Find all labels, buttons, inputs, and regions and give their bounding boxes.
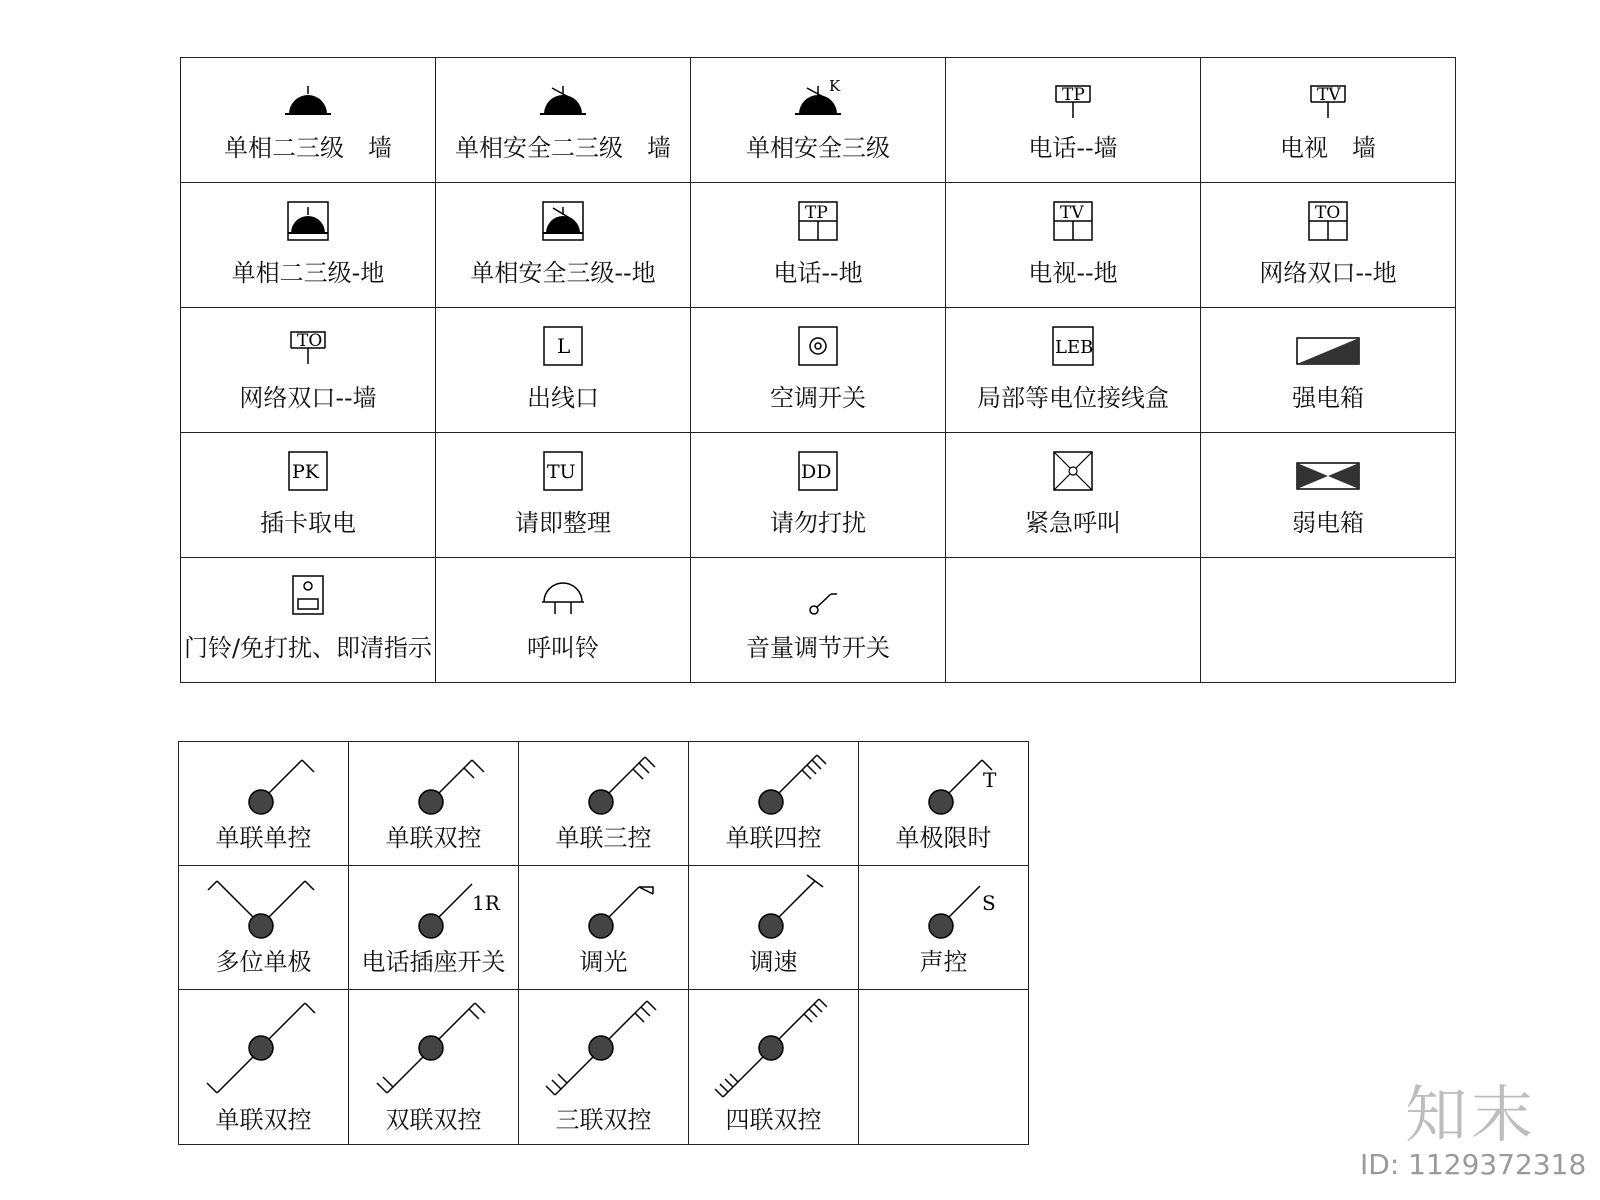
volume-switch-icon (691, 558, 945, 682)
legend-label: 门铃/免打扰、即清指示 (183, 634, 433, 662)
socket-2-3-floor-icon (181, 183, 435, 307)
tv-outlet-floor-icon (946, 183, 1200, 307)
legend-cell (519, 866, 689, 990)
table-row (179, 990, 1029, 1145)
telephone-outlet-floor-icon (691, 183, 945, 307)
legend-cell (349, 990, 519, 1145)
legend-cell (179, 742, 349, 866)
legend-cell (946, 58, 1201, 183)
legend-label: 电视 墙 (1280, 134, 1376, 162)
legend-label: 紧急呼叫 (1025, 509, 1121, 537)
symbol-tag: TV (1060, 203, 1084, 223)
legend-cell (1201, 308, 1456, 433)
legend-label: 弱电箱 (1292, 509, 1364, 537)
table-row (179, 866, 1029, 990)
symbol-tag: S (982, 891, 996, 915)
table-row (181, 58, 1456, 183)
network-outlet-wall-icon (181, 308, 435, 432)
switch-legend-table (178, 741, 1029, 1145)
symbol-tag: T (983, 768, 997, 792)
symbol-tag: TV (1317, 85, 1341, 105)
legend-label: 单相二三级 墙 (224, 134, 392, 162)
legend-cell (859, 742, 1029, 866)
legend-label: 电话插座开关 (361, 948, 506, 976)
legend-cell (1201, 433, 1456, 558)
legend-label: 网络双口--地 (1259, 259, 1397, 287)
symbol-tag: 1R (472, 891, 500, 915)
legend-label: 电话--墙 (1028, 134, 1118, 162)
safety-socket-floor-icon (436, 183, 690, 307)
legend-label: 请即整理 (515, 509, 611, 537)
legend-cell (436, 558, 691, 683)
symbol-tag: TO (1315, 203, 1341, 223)
table-row (181, 183, 1456, 308)
do-not-disturb-icon (691, 433, 945, 557)
legend-label: 双联双控 (385, 1106, 482, 1134)
tv-outlet-wall-icon (1201, 58, 1455, 182)
legend-label: 多位单极 (215, 948, 312, 976)
network-outlet-floor-icon (1201, 183, 1455, 307)
ac-switch-icon (691, 308, 945, 432)
legend-label: 网络双口--墙 (239, 384, 377, 412)
legend-cell (349, 866, 519, 990)
legend-cell (181, 58, 436, 183)
symbol-tag: TO (297, 331, 323, 351)
symbol-tag: TU (547, 461, 576, 483)
symbol-tag: TP (805, 203, 828, 223)
call-bell-icon (436, 558, 690, 682)
legend-label: 单联双控 (215, 1106, 312, 1134)
table-row (181, 433, 1456, 558)
legend-label: 调光 (579, 948, 628, 976)
legend-label: 三联双控 (555, 1106, 652, 1134)
legend-label: 单相二三级-地 (231, 259, 385, 287)
legend-label: 出线口 (527, 384, 599, 412)
legend-label: 插卡取电 (260, 509, 356, 537)
legend-label: 空调开关 (770, 384, 866, 412)
legend-cell (689, 866, 859, 990)
symbol-tag: K (829, 77, 841, 95)
legend-label: 单相安全二三级 墙 (455, 134, 671, 162)
legend-cell (181, 558, 436, 683)
legend-label: 单相安全三级 (746, 134, 890, 162)
legend-cell (179, 866, 349, 990)
legend-cell (181, 183, 436, 308)
emergency-call-icon (946, 433, 1200, 557)
legend-cell (436, 433, 691, 558)
socket-legend-table (180, 57, 1456, 683)
table-row (181, 308, 1456, 433)
legend-cell (181, 433, 436, 558)
empty-cell (946, 558, 1201, 683)
legend-label: 单相安全三级--地 (470, 259, 656, 287)
legend-cell (519, 990, 689, 1145)
legend-cell (436, 58, 691, 183)
legend-cell (181, 308, 436, 433)
legend-cell (436, 183, 691, 308)
legend-cell (1201, 183, 1456, 308)
safety-socket-k-icon (691, 58, 945, 182)
legend-cell (946, 433, 1201, 558)
socket-2-3-wall-icon (181, 58, 435, 182)
legend-cell (519, 742, 689, 866)
symbol-tag: L (557, 334, 571, 358)
legend-cell (689, 742, 859, 866)
empty-cell (1201, 558, 1456, 683)
legend-label: 声控 (919, 948, 968, 976)
watermark-logo: 知末 (1405, 1078, 1538, 1151)
legend-cell (691, 308, 946, 433)
legend-cell (179, 990, 349, 1145)
telephone-outlet-wall-icon (946, 58, 1200, 182)
legend-label: 单联单控 (215, 824, 312, 852)
legend-label: 调速 (749, 948, 798, 976)
legend-label: 呼叫铃 (527, 634, 599, 662)
doorbell-indicator-icon (181, 558, 435, 682)
legend-cell (349, 742, 519, 866)
power-panel-icon (1201, 308, 1455, 432)
legend-label: 强电箱 (1292, 384, 1364, 412)
symbol-tag: LEB (1055, 337, 1094, 358)
outlet-box-icon (436, 308, 690, 432)
legend-label: 四联双控 (725, 1106, 822, 1134)
legend-label: 单极限时 (895, 824, 992, 852)
legend-cell (691, 558, 946, 683)
legend-cell (691, 433, 946, 558)
table-row (179, 742, 1029, 866)
low-voltage-panel-icon (1201, 433, 1455, 557)
symbol-tag: DD (801, 461, 832, 483)
table-row (181, 558, 1456, 683)
legend-cell (689, 990, 859, 1145)
watermark-id: ID: 1129372318 (1360, 1148, 1587, 1181)
legend-cell (436, 308, 691, 433)
legend-cell (859, 866, 1029, 990)
legend-label: 局部等电位接线盒 (977, 384, 1169, 412)
legend-cell (946, 183, 1201, 308)
symbol-tag: TP (1062, 85, 1085, 105)
legend-label: 电视--地 (1028, 259, 1118, 287)
empty-cell (859, 990, 1029, 1145)
legend-label: 单联四控 (725, 824, 822, 852)
safety-socket-wall-icon (436, 58, 690, 182)
card-switch-icon (181, 433, 435, 557)
equipotential-box-icon (946, 308, 1200, 432)
legend-label: 单联双控 (385, 824, 482, 852)
legend-label: 请勿打扰 (770, 509, 866, 537)
legend-label: 单联三控 (555, 824, 652, 852)
legend-cell (691, 58, 946, 183)
legend-label: 电话--地 (773, 259, 863, 287)
make-up-room-icon (436, 433, 690, 557)
legend-cell (691, 183, 946, 308)
legend-label: 音量调节开关 (746, 634, 890, 662)
symbol-tag: PK (292, 461, 319, 483)
legend-cell (946, 308, 1201, 433)
legend-cell (1201, 58, 1456, 183)
